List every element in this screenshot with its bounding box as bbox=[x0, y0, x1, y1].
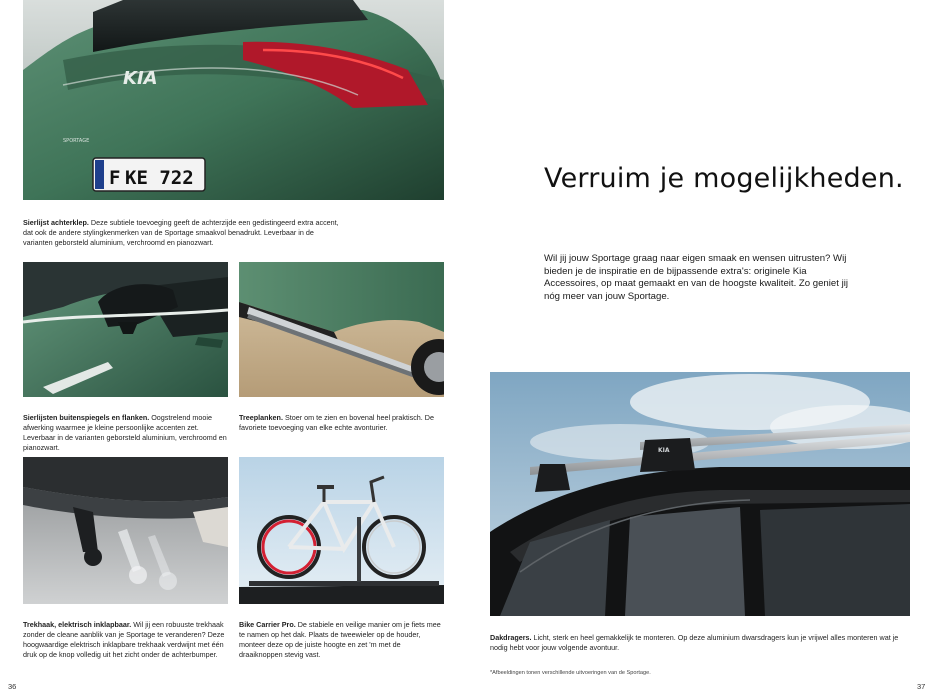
page-headline: Verruim je mogelijkheden. bbox=[544, 163, 904, 194]
svg-text:SPORTAGE: SPORTAGE bbox=[63, 138, 90, 144]
caption-bike-carrier: Bike Carrier Pro. De stabiele en veilige manier om je fiets mee te namen op het dak. Plaats de tweewieler op de houder, monteer deze op de juiste hoogte en zet 'm met de draaiknoppen stevig vast. bbox=[239, 620, 441, 659]
caption-roof-rack: Dakdragers. Licht, sterk en heel gemakkelijk te monteren. Op deze aluminium dwarsdragers kun je vrijwel alles monteren wat je nodig hebt voor jouw volgende avontuur. bbox=[490, 633, 899, 652]
caption-rear-strip: Sierlijst achterklep. Deze subtiele toevoeging geeft de achterzijde een gedistingeerd extra accent, dat ook de andere stylingkenmerken van de Sportage smaakvol benadrukt. Leverbaar in de varianten geborsteld aluminium, verchroomd en pianozwart. bbox=[23, 218, 339, 247]
page-number-left: 36 bbox=[8, 682, 17, 691]
caption-mirrors: Sierlijsten buitenspiegels en flanken. Oogstrelend mooie afwerking waarmee je kleine persoonlijke accenten zet. Leverbaar in de varianten geborsteld aluminium, verchroomd en pianozwart. bbox=[23, 413, 227, 452]
rear-hatch-photo bbox=[23, 0, 444, 200]
roof-rack-photo bbox=[490, 372, 910, 616]
towbar-photo bbox=[23, 457, 228, 604]
page-number-right: 37 bbox=[917, 682, 926, 691]
kia-logo-icon bbox=[123, 68, 158, 89]
bike-carrier-photo bbox=[239, 457, 444, 604]
svg-text:KIA: KIA bbox=[123, 68, 158, 89]
side-steps-photo bbox=[239, 262, 444, 397]
svg-text:KIA: KIA bbox=[658, 447, 670, 454]
svg-text:F: F bbox=[109, 167, 121, 189]
svg-text:KE 722: KE 722 bbox=[125, 167, 194, 189]
mirror-photo bbox=[23, 262, 228, 397]
footnote: *Afbeeldingen tonen verschillende uitvoeringen van de Sportage. bbox=[490, 670, 651, 676]
caption-steps: Treeplanken. Stoer om te zien en bovenal heel praktisch. De favoriete toevoeging van elke echte avonturier. bbox=[239, 413, 434, 432]
intro-paragraph: Wil jij jouw Sportage graag naar eigen smaak en wensen uitrusten? Wij bieden je de inspiratie en de bijpassende extra's: originele Kia Accessoires, op maat gemaakt en van de hoogste kwaliteit. Zo geniet jij nóg meer van jouw Sportage. bbox=[544, 253, 848, 302]
caption-towbar: Trekhaak, elektrisch inklapbaar. Wil jij een robuuste trekhaak zonder de cleane aanblik van je Sportage te veranderen? Deze hoogwaardige elektrisch inklapbare trekhaak verdwijnt met één druk op de knop volledig uit het zicht onder de achterbumper. bbox=[23, 620, 225, 659]
